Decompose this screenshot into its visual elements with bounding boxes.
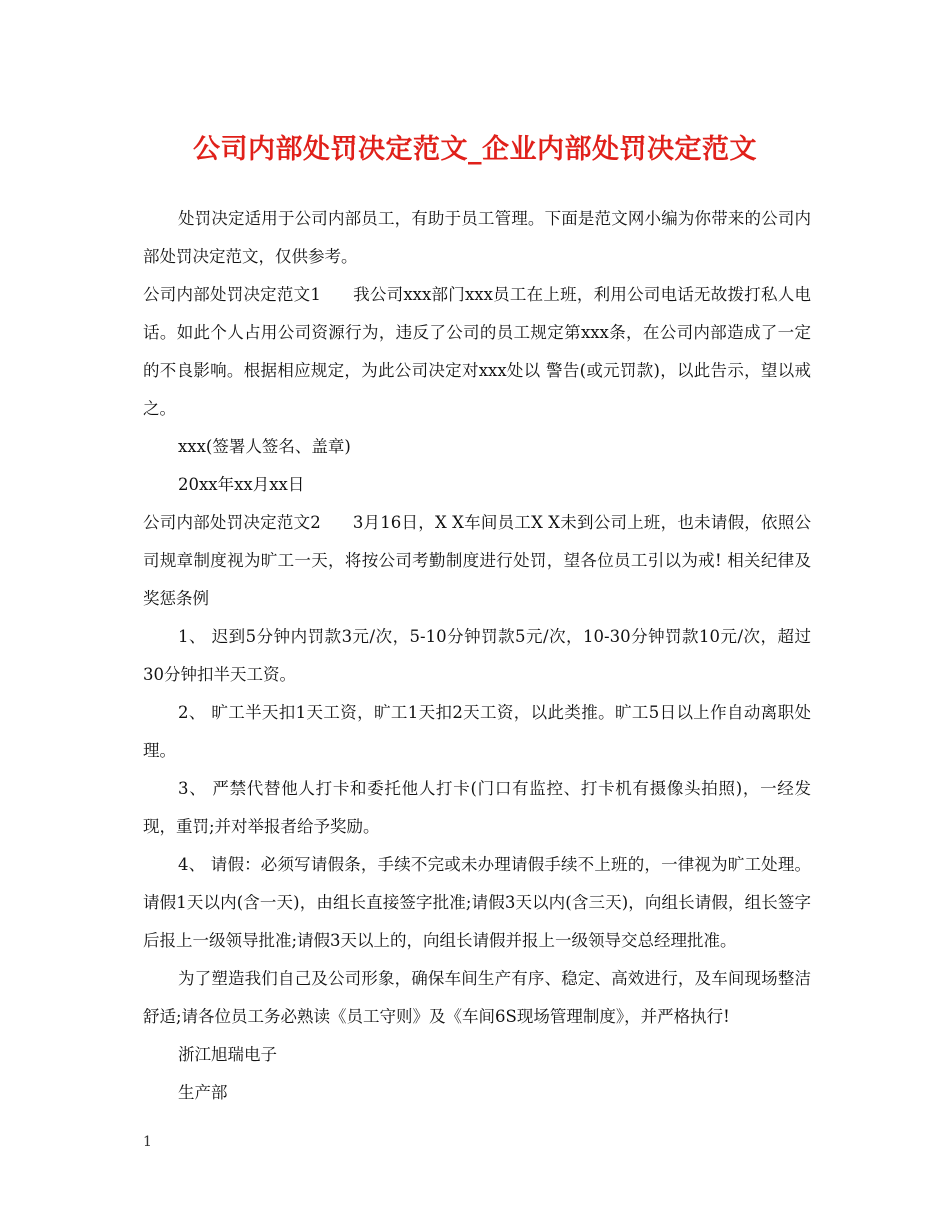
page-number: 1: [143, 1134, 152, 1150]
sample2-paragraph: [143, 504, 811, 618]
sample1-signature: xxx(签署人签名、盖章): [178, 437, 351, 456]
department-name: 生产部: [178, 1083, 228, 1102]
rule-item: 4、 请假：必须写请假条，手续不完或未办理请假手续不上班的，一律视为旷工处理。请假1天以内(含一天)，由组长直接签字批准;请假3天以内(含三天)，向组长请假，组长签字后报上一级领导批准;请假3天以上的，向组长请假并报上一级领导交总经理批准。: [143, 855, 811, 950]
closing-paragraph: 为了塑造我们自己及公司形象，确保车间生产有序、稳定、高效进行，及车间现场整洁舒适;请各位员工务必熟读《员工守则》及《车间6S现场管理制度》，并严格执行!: [143, 969, 811, 1026]
rule-item: 2、 旷工半天扣1天工资，旷工1天扣2天工资，以此类推。旷工5日以上作自动离职处理。: [143, 703, 811, 760]
sample1-date: 20xx年xx月xx日: [178, 475, 305, 494]
sample1-paragraph: [143, 276, 811, 428]
sample2-text: 3月16日，X X车间员工X X未到公司上班，也未请假，依照公司规章制度视为旷工一天，将按公司考勤制度进行处罚，望各位员工引以为戒! 相关纪律及奖惩条例: [143, 513, 811, 608]
document-title: 公司内部处罚决定范文_企业内部处罚决定范文: [193, 134, 757, 165]
rule-item: 3、 严禁代替他人打卡和委托他人打卡(门口有监控、打卡机有摄像头拍照)，一经发现，重罚;并对举报者给予奖励。: [143, 779, 811, 836]
sample2-heading: 公司内部处罚决定范文2: [143, 513, 321, 532]
rule-item: 1、 迟到5分钟内罚款3元/次，5-10分钟罚款5元/次，10-30分钟罚款10元/次，超过30分钟扣半天工资。: [143, 627, 811, 684]
sample1-heading: 公司内部处罚决定范文1: [143, 285, 321, 304]
intro-paragraph: 处罚决定适用于公司内部员工，有助于员工管理。下面是范文网小编为你带来的公司内部处罚决定范文，仅供参考。: [143, 209, 811, 266]
company-name: 浙江旭瑞电子: [178, 1045, 277, 1064]
document-body: [143, 200, 811, 1112]
sample1-text: 我公司xxx部门xxx员工在上班，利用公司电话无故拨打私人电话。如此个人占用公司资源行为，违反了公司的员工规定第xxx条，在公司内部造成了一定的不良影响。根据相应规定，为此公司决定对xxx处以 警告(或元罚款)，以此告示，望以戒之。: [143, 285, 811, 418]
